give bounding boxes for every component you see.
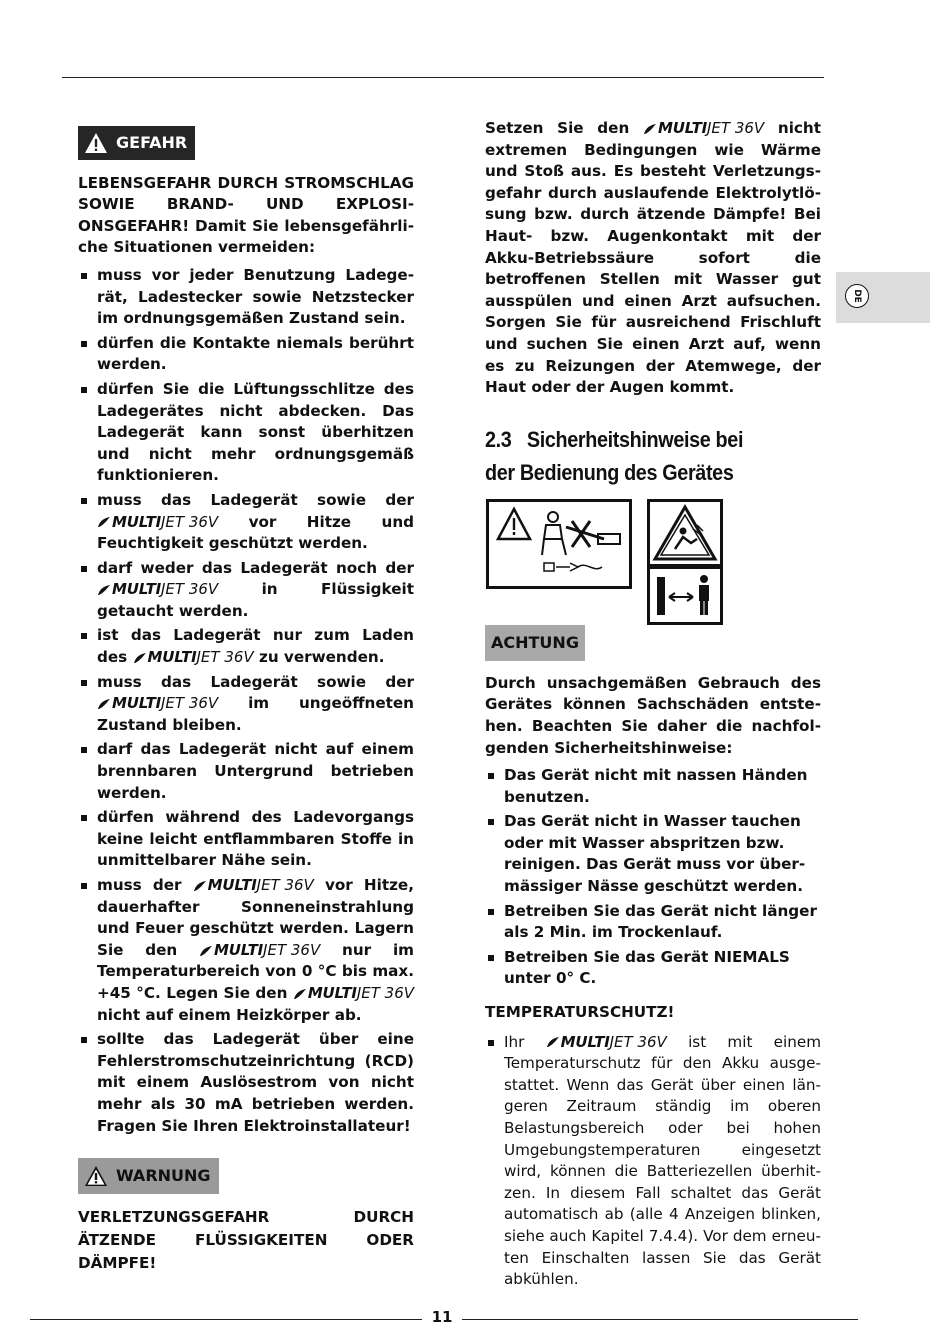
multijet-logo: MULTI JET 36V (97, 512, 218, 534)
multijet-logo: MULTI JET 36V (643, 118, 764, 140)
warning-triangle-icon (84, 132, 108, 154)
operating-hazard-pictogram-icon (486, 499, 632, 589)
list-item: Das Gerät nicht mit nassen Händen benutzen. (485, 765, 821, 808)
warning-label: WARNUNG (116, 1166, 211, 1186)
list-item: Betreiben Sie das Gerät nicht länger als 2 Min. im Trockenlauf. (485, 901, 821, 944)
list-item: muss der MULTI JET 36V vor Hitze, dauerhafter Sonneneinstrahlung und Feuer geschützt werden. Lagern Sie den MULTI JET 36V nur im Temperaturbereich von 0 °C bis max. +45 °C. Legen Sie den MULTI JET 36V nicht auf einem Heizkörper ab. (78, 875, 414, 1026)
leaf-icon (133, 652, 147, 664)
list-item: darf weder das Ladegerät noch der MULTI JET 36V in Flüssigkeit getaucht werden. (78, 558, 414, 623)
multijet-logo: MULTI JET 36V (193, 875, 314, 897)
leaf-icon (199, 945, 213, 957)
multijet-logo: MULTI JET 36V (199, 940, 320, 962)
list-item: Betreiben Sie das Gerät NIEMALS unter 0° C. (485, 947, 821, 990)
multijet-logo: MULTI JET 36V (97, 693, 218, 715)
temperature-list (485, 1032, 821, 1291)
danger-intro: LEBENSGEFAHR DURCH STROMSCHLAG SOWIE BRAND- UND EXPLOSIONSGEFAHR! Damit Sie lebensgefährliche Situationen vermeiden: (78, 173, 414, 257)
safety-pictograms (485, 497, 821, 625)
leaf-icon (97, 584, 111, 596)
warning-badge (78, 1158, 219, 1194)
warning-triangle-icon (84, 1165, 108, 1187)
multijet-logo: MULTI JET 36V (133, 647, 254, 669)
achtung-label: ACHTUNG (491, 632, 579, 652)
language-tab-label: DE (845, 284, 869, 308)
list-item: darf das Ladegerät nicht auf einem brennbaren Untergrund betrieben werden. (78, 739, 414, 804)
multijet-logo: MULTI JET 36V (546, 1032, 667, 1054)
leaf-icon (546, 1036, 560, 1048)
list-item: dürfen die Kontakte niemals berührt werden. (78, 333, 414, 376)
right-column (485, 118, 821, 1294)
leaf-icon (97, 516, 111, 528)
danger-list (78, 265, 414, 1137)
temperature-heading: TEMPERATURSCHUTZ! (485, 1003, 675, 1022)
multijet-logo: MULTI JET 36V (293, 983, 414, 1005)
footer-rule-left (30, 1319, 422, 1320)
list-item: sollte das Ladegerät über eine Fehlerstromschutzeinrichtung (RCD) mit einem Auslösestrom von nicht mehr als 30 mA betrieben werden. Fragen Sie Ihren Elektroinstallateur! (78, 1029, 414, 1137)
list-item: ist das Ladegerät nur zum Laden des MULTI JET 36V zu verwenden. (78, 625, 414, 668)
multijet-logo: MULTI JET 36V (97, 579, 218, 601)
achtung-text: Durch unsachgemäßen Gebrauch des Gerätes können Sachschäden entstehen. Beachten Sie daher die nachfolgenden Sicherheitshinweise: (485, 673, 821, 757)
leaf-icon (293, 988, 307, 1000)
list-item: dürfen während des Ladevorgangs keine leicht entflammbaren Stoffe in unmittelbarer Nähe sein. (78, 807, 414, 872)
language-tab (836, 272, 930, 323)
achtung-list (485, 765, 821, 990)
achtung-badge (485, 625, 585, 661)
footer-rule-right (462, 1319, 858, 1320)
list-item: muss das Ladegerät sowie der MULTI JET 36V vor Hitze und Feuchtigkeit geschützt werden. (78, 490, 414, 555)
warning-text: VERLETZUNGSGEFAHR DURCH ÄTZENDE FLÜSSIGKEITEN ODER DÄMPFE! (78, 1208, 414, 1273)
leaf-icon (97, 698, 111, 710)
battery-warning-text: Setzen Sie den MULTI JET 36V nicht extremen Bedingungen wie Wärme und Stoß aus. Es besteht Verletzungsgefahr durch auslaufende Elektrolytlösung bzw. durch ätzende Dämpfe! Bei Haut- bzw. Augenkontakt mit der Akku-Betriebssäure sofort die betroffenen Stellen mit Wasser gut ausspülen und einen Arzt aufsuchen. Sorgen Sie für ausreichend Frischluft und suchen Sie einen Arzt auf, wenn es zu Reizungen der Atemwege, der Haut oder der Augen kommt. (485, 119, 821, 397)
list-item: muss vor jeder Benutzung Ladegerät, Ladestecker sowie Netzstecker im ordnungsgemäßen Zustand sein. (78, 265, 414, 330)
section-heading: 2.3 Sicherheitshinweise bei der Bedienung des Gerätes (485, 426, 744, 485)
bystander-distance-pictogram-icon (647, 499, 723, 625)
leaf-icon (643, 123, 657, 135)
top-rule (62, 77, 824, 78)
danger-badge (78, 126, 195, 160)
leaf-icon (193, 880, 207, 892)
list-item: muss das Ladegerät sowie der MULTI JET 36V im ungeöffneten Zustand bleiben. (78, 672, 414, 737)
list-item: dürfen Sie die Lüftungsschlitze des Ladegerätes nicht abdecken. Das Ladegerät kann sonst überhitzen und nicht mehr ordnungsgemäß funktionieren. (78, 379, 414, 487)
page-number: 11 (431, 1308, 453, 1326)
left-column (78, 118, 414, 1275)
danger-label: GEFAHR (116, 133, 188, 153)
list-item: Ihr MULTI JET 36V ist mit einem Temperaturschutz für den Akku ausgestattet. Wenn das Gerät über einen längeren Zeitraum ständig im oberen Belastungsbereich oder bei hohen Umgebungstemperaturen eingesetzt wird, können die Batteriezellen überhitzen. In diesem Fall schaltet das Gerät automatisch ab (alle 4 Anzeigen blinken, siehe auch Kapitel 7.4.4). Vor dem erneuten Einschalten lassen Sie das Gerät abkühlen. (485, 1032, 821, 1291)
list-item: Das Gerät nicht in Wasser tauchen oder mit Wasser abspritzen bzw. reinigen. Das Gerät muss vor übermässiger Nässe geschützt werden. (485, 811, 821, 897)
